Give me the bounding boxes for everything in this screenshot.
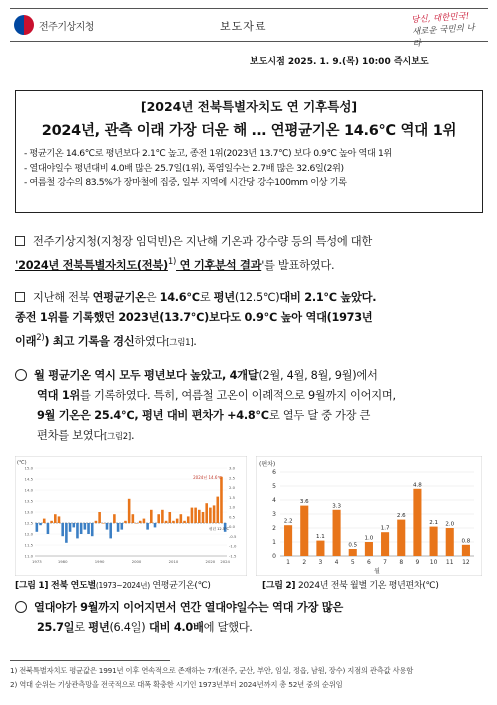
x-tick-label: 1973 [32, 559, 42, 564]
bar [143, 519, 146, 523]
bar [180, 514, 183, 523]
bar [91, 523, 94, 536]
bar [47, 523, 50, 534]
bar [172, 521, 175, 523]
bar [284, 525, 292, 556]
x-tick-label: 1 [286, 559, 290, 566]
figure-1-caption: [그림 1] 전북 연도별(1973~2024년) 연평균기온(℃) [15, 581, 211, 591]
bar [194, 508, 197, 523]
footnote-divider [10, 660, 170, 661]
bar [316, 541, 324, 556]
x-tick-label: 11 [445, 559, 454, 566]
bar [333, 510, 341, 556]
bar [58, 516, 61, 523]
x-tick-label: 1990 [94, 559, 105, 564]
circle-bullet-icon [15, 369, 27, 381]
y2-tick-label: 0.5 [229, 514, 236, 520]
summary-title: 2024년, 관측 이래 가장 더운 해 … 연평균기온 14.6℃ 역대 1위 [41, 123, 457, 139]
annotation: 평년 12.5℃ [209, 527, 230, 531]
bar [165, 521, 168, 523]
x-tick-label: 3 [318, 559, 323, 566]
bar [72, 523, 75, 527]
bar [446, 528, 454, 556]
bar [50, 521, 53, 523]
y-tick-label: 14.0 [24, 487, 33, 493]
x-tick-label: 8 [399, 559, 404, 566]
summary-bullet: - 열대야일수 평년대비 4.0배 많은 25.7일(1위), 폭염일수는 2.7배 많은 32.6일(2위) [24, 162, 344, 174]
bar [43, 519, 46, 523]
bar [61, 523, 64, 536]
x-tick-label: 2 [302, 559, 307, 566]
x-tick-label: 9 [415, 559, 420, 566]
bar [146, 523, 149, 530]
x-tick-label: 2024 [220, 559, 230, 564]
bar [430, 527, 438, 556]
bar [168, 512, 171, 523]
y-axis-label: (℃) [17, 460, 27, 466]
agency-logo [14, 15, 94, 35]
agency-name: 전주기상지청 [39, 21, 94, 33]
bar [54, 514, 57, 523]
y2-tick-label: -1.0 [229, 543, 237, 549]
bar [365, 542, 373, 556]
data-label: 0.5 [348, 542, 358, 549]
paragraph-3: 월 평균기온 역시 모두 평년보다 높았고, 4개달(2월, 4월, 8월, 9월)에서 역대 1위를 기록하였다. 특히, 여름철 고온이 이례적으로 9월까지 이어지며, 9월 기온은 25.4℃, 평년 대비 편차가 +4.8℃로 열두 달 중 가장 큰 편차를 보였다[그림2]. [15, 366, 490, 447]
y-tick-label: 3 [272, 511, 276, 518]
bar [102, 523, 105, 524]
bar [117, 523, 120, 532]
figure-2-caption: [그림 2] 2024년 전북 월별 기온 평년편차(℃) [262, 581, 439, 591]
release-time: 보도시점 2025. 1. 9.(목) 10:00 즉시보도 [250, 57, 429, 67]
summary-subtitle: [2024년 전북특별자치도 연 기후특성] [140, 99, 358, 114]
bar [216, 497, 219, 523]
x-axis-label: 월 [374, 568, 380, 575]
y2-tick-label: 3.0 [229, 465, 236, 471]
bar [69, 523, 72, 532]
y2-tick-label: -1.5 [229, 553, 237, 559]
x-tick-label: 2020 [205, 559, 216, 564]
summary-bullets [24, 147, 474, 191]
bar [132, 514, 135, 523]
y-tick-label: 14.5 [24, 476, 33, 482]
bar [139, 521, 142, 523]
y2-tick-label: 1.0 [229, 504, 236, 510]
data-label: 1.1 [316, 534, 325, 541]
y-tick-label: 13.5 [24, 498, 33, 504]
bar [191, 508, 194, 523]
x-tick-label: 5 [350, 559, 355, 566]
slogan: 당신, 대한민국! 새로운 국민의 나라 [410, 11, 476, 50]
bar [84, 523, 87, 530]
annotation: 2024년 14.6℃ [193, 474, 222, 480]
summary-box [15, 90, 483, 213]
footnote-1: 1) 전북특별자치도 평균값은 1991년 이후 연속적으로 존재하는 7개(전주, 군산, 부안, 임실, 정읍, 남원, 장수) 지점의 관측값 사용함 [10, 666, 414, 675]
bar [300, 506, 308, 556]
y-tick-label: 0 [272, 553, 276, 560]
x-tick-label: 12 [462, 559, 470, 566]
circle-bullet-icon [15, 601, 27, 613]
x-tick-label: 10 [429, 559, 438, 566]
bar [76, 523, 79, 538]
square-bullet-icon [15, 236, 25, 246]
paragraph-4: 열대야가 9월까지 이어지면서 연간 열대야일수는 역대 가장 많은 25.7일로 평년(6.4일) 대비 4.0배에 달했다. [15, 598, 490, 638]
bar [381, 532, 389, 556]
data-label: 3.3 [332, 503, 341, 510]
annual-temperature-chart [15, 456, 247, 576]
bar [106, 523, 109, 530]
bar [124, 521, 127, 523]
x-tick-label: 6 [367, 559, 371, 566]
y-tick-label: 12.5 [24, 520, 33, 526]
y-tick-label: 5 [272, 483, 276, 490]
y-axis-label: (편차) [259, 461, 276, 468]
y2-tick-label: 2.0 [229, 485, 236, 491]
data-label: 1.0 [364, 535, 374, 542]
bar [187, 516, 190, 523]
bar [413, 489, 421, 556]
paragraph-2: 지난해 전북 연평균기온은 14.6℃로 평년(12.5℃)대비 2.1℃ 높았다. 종전 1위를 기록했던 2023년(13.7℃)보다도 0.9℃ 높아 역대(1973년 이래$^{2)}$) 최고 기록을 경신하였다[그림1]. [15, 291, 377, 348]
bar [109, 523, 112, 538]
header [10, 8, 488, 50]
bar [202, 512, 205, 523]
x-tick-label: 1980 [57, 559, 68, 564]
data-label: 2.0 [445, 521, 455, 528]
data-label: 4.8 [413, 482, 422, 489]
bar [157, 514, 160, 523]
bar [213, 505, 216, 523]
bar [349, 549, 357, 556]
bar [161, 510, 164, 523]
square-bullet-icon [15, 292, 25, 302]
paragraph-1: 전주기상지청(지청장 임덕빈)은 지난해 기온과 강수량 등의 특성에 대한 '2024년 전북특별자치도(전북)$^{1)}$ 연 기후분석 결과'를 발표하였다. [15, 235, 373, 272]
summary-bullet: - 평균기온 14.6℃로 평년보다 2.1℃ 높고, 종전 1위(2023년 13.7℃) 보다 0.9℃ 높아 역대 1위 [24, 148, 392, 159]
footnote-2: 2) 역대 순위는 기상관측망을 전국적으로 대폭 확충한 시기인 1973년부터 2024년까지 총 52년 중의 순위임 [10, 680, 343, 689]
bar [183, 521, 186, 523]
y-tick-label: 2 [272, 525, 276, 532]
y2-tick-label: -0.5 [229, 533, 237, 539]
y-tick-label: 11.5 [24, 542, 33, 548]
data-label: 0.8 [461, 538, 471, 545]
bar [65, 523, 68, 543]
data-label: 2.6 [396, 513, 406, 520]
y-tick-label: 15.0 [24, 465, 33, 471]
y2-tick-label: 1.5 [229, 494, 236, 500]
y2-tick-label: 2.5 [229, 475, 236, 481]
bar [150, 510, 153, 523]
data-label: 2.1 [429, 520, 438, 527]
data-label: 2.2 [283, 518, 293, 525]
bar [397, 520, 405, 556]
bar [205, 503, 208, 523]
bar [95, 521, 98, 523]
bar [39, 523, 42, 525]
bar [80, 523, 83, 534]
bar [154, 523, 157, 527]
y-tick-label: 12.0 [24, 531, 33, 537]
y-tick-label: 13.0 [24, 509, 33, 515]
y2-tick-label: 0.0 [229, 524, 236, 530]
bar [220, 477, 223, 523]
x-tick-label: 4 [334, 559, 339, 566]
x-tick-label: 7 [383, 559, 387, 566]
bar [462, 545, 470, 556]
bar [87, 523, 90, 534]
bar [198, 510, 201, 523]
y-tick-label: 11.0 [24, 553, 33, 559]
summary-bullet: - 여름철 강수의 83.5%가 장마철에 집중, 일부 지역에 시간당 강수100mm 이상 기록 [24, 177, 347, 188]
bar [128, 499, 131, 523]
bar [36, 523, 39, 532]
bar [98, 512, 101, 523]
data-label: 1.7 [380, 525, 390, 532]
y-tick-label: 1 [272, 539, 276, 546]
monthly-anomaly-chart [256, 456, 482, 576]
bar [113, 514, 116, 523]
taegeuk-emblem-icon [14, 15, 34, 35]
doc-type: 보도자료 [220, 20, 267, 33]
y-tick-label: 4 [272, 497, 276, 504]
bar [120, 523, 123, 530]
data-label: 3.6 [299, 499, 309, 506]
bar [135, 523, 138, 524]
bar [209, 508, 212, 523]
x-tick-label: 2010 [168, 559, 179, 564]
y-tick-label: 6 [272, 469, 276, 476]
bar [176, 519, 179, 523]
x-tick-label: 2000 [131, 559, 142, 564]
